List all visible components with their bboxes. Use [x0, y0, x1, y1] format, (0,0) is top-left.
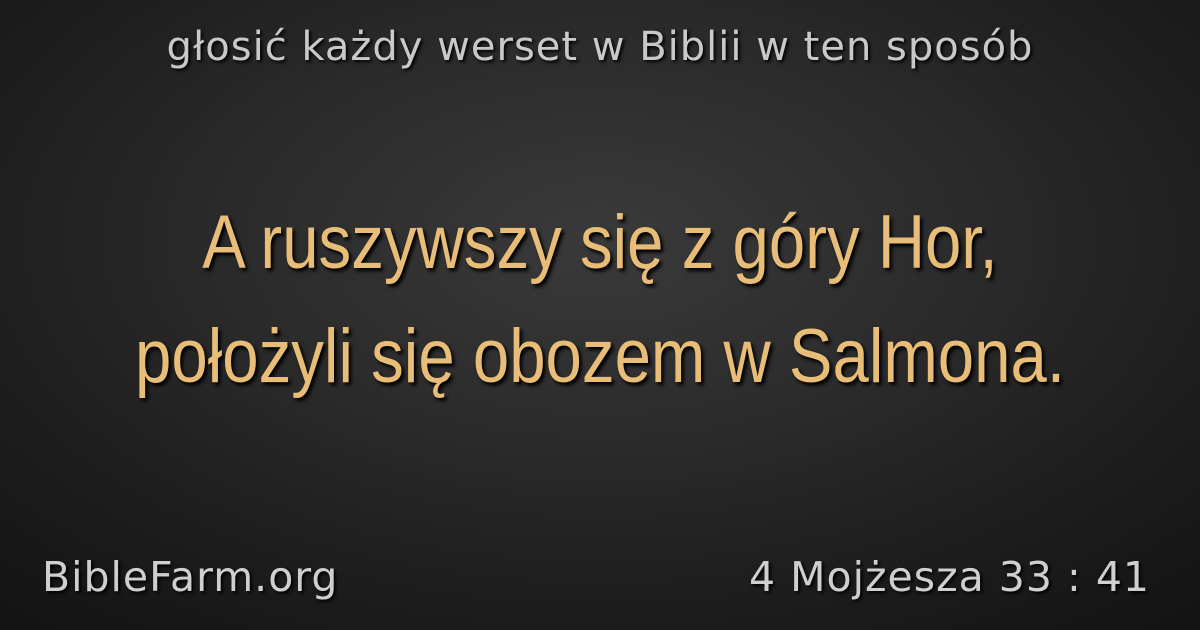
verse-line-2: położyli się obozem w Salmona.: [134, 314, 1066, 399]
tagline: głosić każdy werset w Biblii w ten sposób: [166, 24, 1034, 70]
verse-reference: 4 Mojżesza 33 : 41: [749, 553, 1150, 601]
verse-text: [84, 186, 1116, 414]
verse-line-1: A ruszywszy się z góry Hor,: [202, 200, 998, 285]
site-name: BibleFarm.org: [42, 553, 339, 601]
